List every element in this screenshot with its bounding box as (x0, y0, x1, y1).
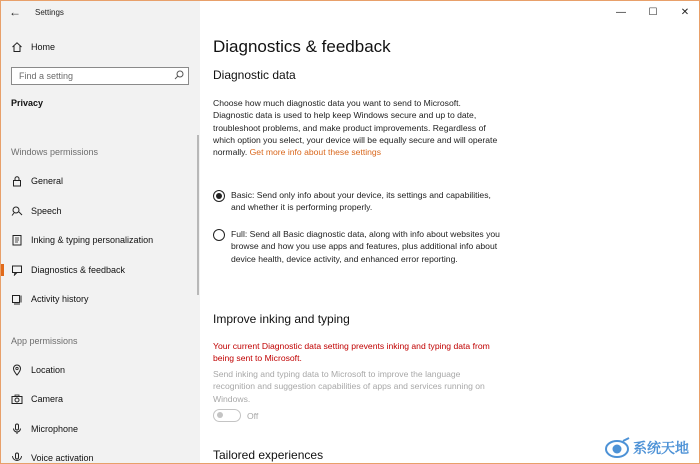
app-title: Settings (35, 7, 64, 17)
sidebar-item-label: Diagnostics & feedback (31, 265, 126, 275)
close-button[interactable] (669, 1, 700, 23)
inking-toggle-row (213, 409, 258, 422)
sidebar-item-general[interactable] (1, 170, 197, 192)
microphone-icon (11, 423, 23, 435)
radio-full-label: Full: Send all Basic diagnostic data, along with info about websites you browse and how you use apps and features, plus additional info about device health, device activity, and enhanced error reporting. (231, 229, 500, 264)
sidebar-item-microphone[interactable] (1, 418, 197, 440)
current-section-title: Privacy (11, 98, 44, 108)
sidebar-item-label: Speech (31, 206, 62, 216)
location-icon (11, 364, 23, 376)
more-info-link[interactable]: Get more info about these settings (249, 147, 381, 158)
home-label: Home (31, 42, 56, 52)
maximize-button[interactable] (637, 1, 669, 23)
watermark-text: 系统天地 (633, 440, 689, 456)
activity-history-icon (11, 293, 23, 305)
main-content (200, 1, 700, 464)
home-icon (11, 41, 23, 53)
page-title: Diagnostics & feedback (213, 37, 391, 56)
sidebar-item-label: Microphone (31, 424, 79, 434)
sidebar-item-voice-activation[interactable] (1, 447, 197, 464)
radio-option-full[interactable] (213, 228, 503, 265)
sidebar-item-diagnostics-feedback[interactable] (1, 259, 197, 281)
sidebar-item-label: Activity history (31, 294, 89, 304)
windows-permissions-header: Windows permissions (11, 147, 99, 157)
radio-basic[interactable] (213, 190, 225, 202)
maximize-icon: ☐ (648, 6, 658, 18)
camera-icon (11, 393, 23, 405)
sidebar-item-camera[interactable] (1, 388, 197, 410)
home-nav-item[interactable] (1, 37, 200, 57)
tailored-experiences-heading: Tailored experiences (213, 448, 324, 462)
search-input[interactable] (19, 71, 169, 81)
speech-icon (11, 205, 23, 217)
inking-toggle[interactable] (213, 409, 241, 422)
sidebar-item-label: Inking & typing personalization (31, 235, 154, 245)
lock-icon (11, 175, 23, 187)
sidebar-item-inking-typing[interactable] (1, 229, 197, 251)
sidebar-scrollbar[interactable] (197, 135, 199, 295)
title-bar (1, 1, 200, 23)
sidebar-item-label: General (31, 176, 64, 186)
inking-heading: Improve inking and typing (213, 312, 350, 326)
diagnostic-data-heading: Diagnostic data (213, 68, 296, 82)
sidebar-item-label: Location (31, 365, 66, 375)
inking-description: Send inking and typing data to Microsoft to improve the language recognition and suggestion capabilities of apps and services running on Windows. (213, 369, 485, 404)
window-controls (605, 1, 700, 23)
minimize-icon: — (616, 6, 626, 18)
sidebar-item-location[interactable] (1, 359, 197, 381)
close-icon: ✕ (680, 6, 690, 18)
radio-basic-label: Basic: Send only info about your device, its settings and capabilities, and whether it is performing properly. (231, 190, 491, 213)
watermark (605, 437, 689, 459)
app-permissions-header: App permissions (11, 336, 78, 346)
radio-option-basic[interactable] (213, 189, 503, 214)
inking-toggle-label: Off (247, 410, 259, 421)
inking-warning: Your current Diagnostic data setting prevents inking and typing data from being sent to Microsoft. (213, 341, 490, 364)
active-indicator (1, 264, 4, 276)
minimize-button[interactable] (605, 1, 637, 23)
inking-icon (11, 234, 23, 246)
diagnostic-data-description (213, 97, 498, 158)
sidebar (1, 1, 200, 464)
voice-activation-icon (11, 452, 23, 464)
sidebar-item-label: Camera (31, 394, 64, 404)
search-box[interactable] (11, 67, 189, 85)
watermark-logo-icon (605, 437, 631, 459)
sidebar-item-activity-history[interactable] (1, 288, 197, 310)
feedback-icon (11, 264, 23, 276)
diagnostic-description-text: Choose how much diagnostic data you want to send to Microsoft. Diagnostic data is used to help keep Windows secure and up to date, troubleshoot problems, and make product improvements. Regardless of which option you select, your device will be equally secure and will operate normally. (213, 98, 498, 158)
sidebar-item-speech[interactable] (1, 200, 197, 222)
sidebar-item-label: Voice activation (31, 453, 94, 463)
radio-full[interactable] (213, 229, 225, 241)
back-arrow-icon: ← (9, 5, 21, 19)
search-icon[interactable] (174, 67, 184, 85)
back-button[interactable] (1, 1, 29, 23)
